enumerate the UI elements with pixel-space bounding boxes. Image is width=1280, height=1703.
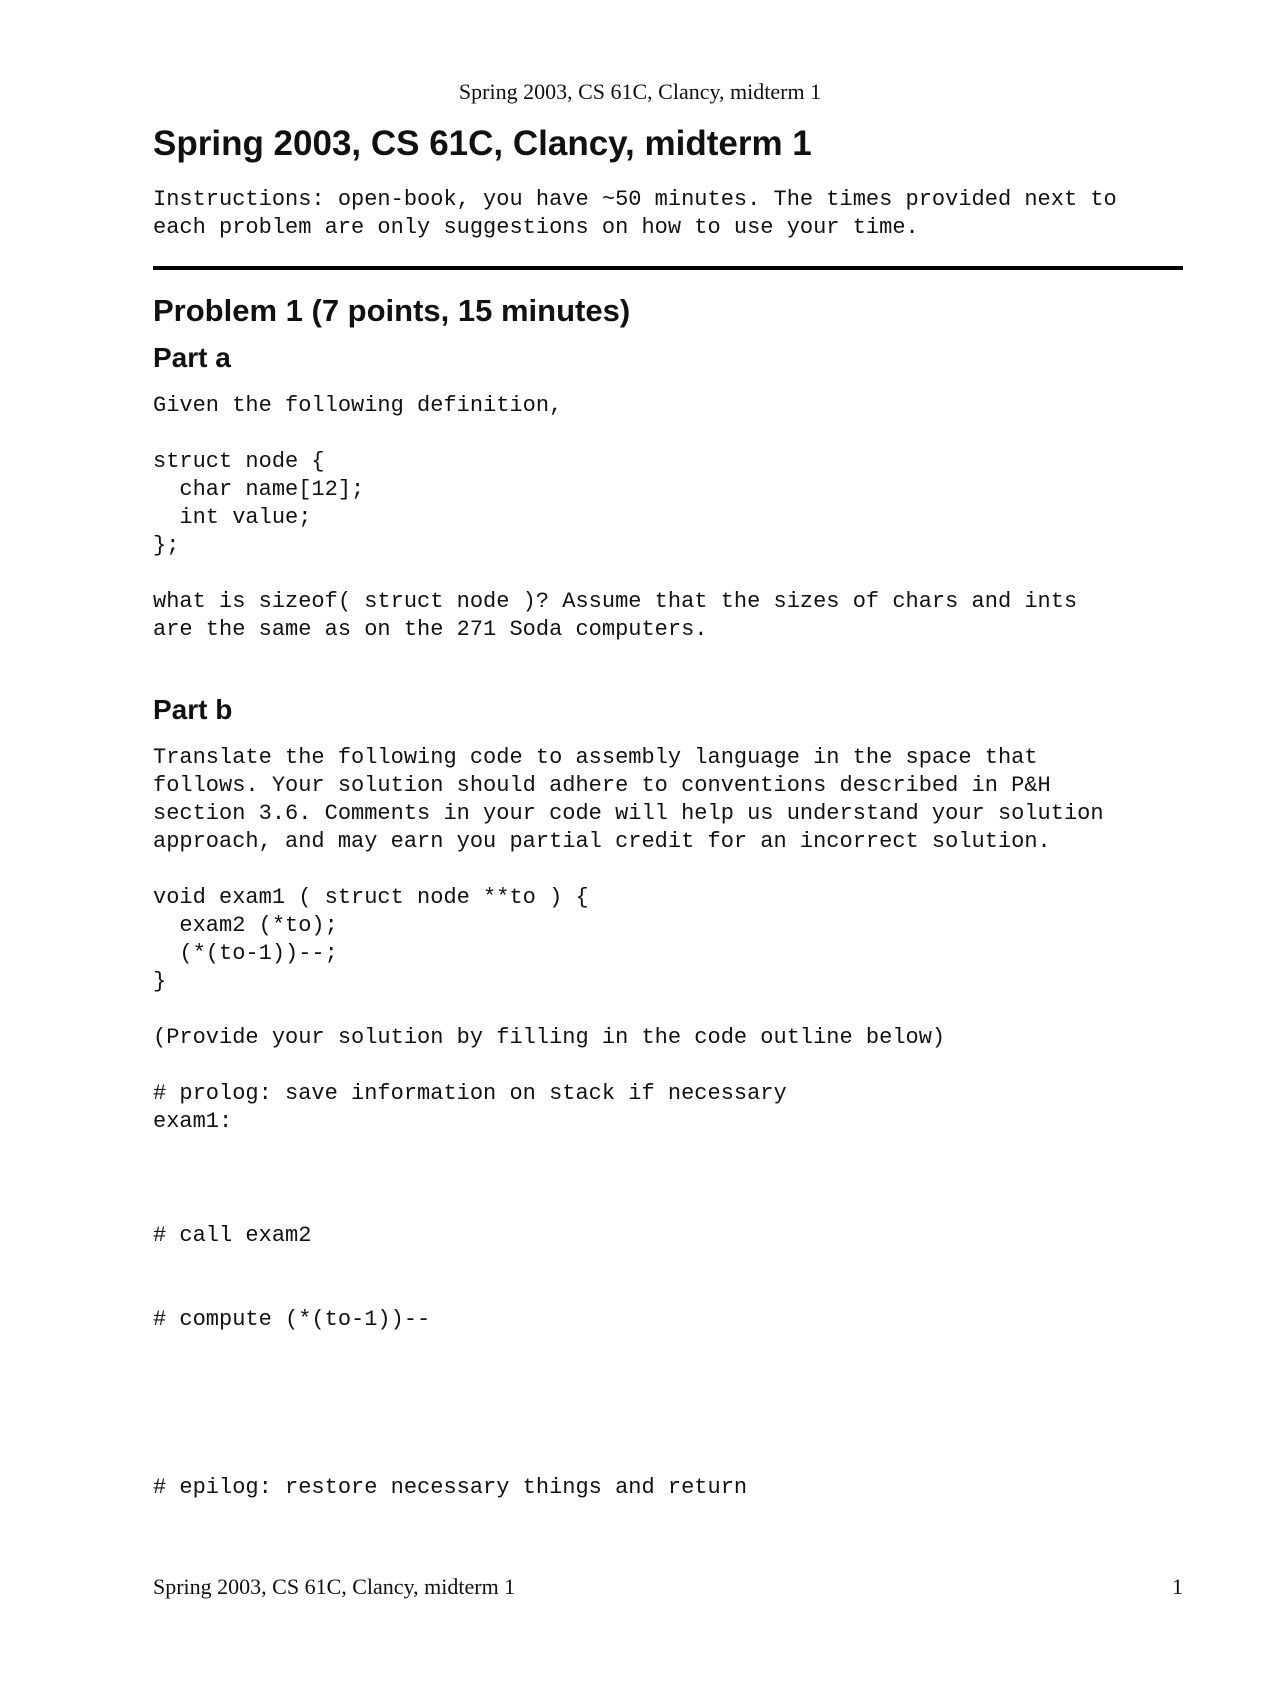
outline-prolog: # prolog: save information on stack if necessary exam1:: [153, 1081, 787, 1134]
page-content: [153, 122, 1183, 1502]
part-a-heading: Part a: [153, 342, 231, 373]
outline-compute: # compute (*(to-1))--: [153, 1307, 431, 1332]
footer-title: Spring 2003, CS 61C, Clancy, midterm 1: [153, 1574, 516, 1599]
call-answer-space: [153, 1250, 1183, 1306]
instructions-text: Instructions: open-book, you have ~50 minutes. The times provided next to each problem are only suggestions on how to use your time.: [153, 187, 1117, 240]
provide-solution-note: (Provide your solution by filling in the code outline below): [153, 1025, 946, 1050]
problem-1-part-a: [153, 340, 1183, 644]
problem-1-part-b: [153, 692, 1183, 1502]
running-header: Spring 2003, CS 61C, Clancy, midterm 1: [458, 79, 822, 104]
outline-epilog: # epilog: restore necessary things and return: [153, 1475, 748, 1500]
part-b-heading: Part b: [153, 694, 233, 725]
outline-call: # call exam2: [153, 1223, 312, 1248]
page-number: 1: [1172, 1574, 1183, 1599]
section-divider: [153, 266, 1183, 270]
part-b-intro: Translate the following code to assembly language in the space that follows. Your solution should adhere to conventions described in P&H section 3.6. Comments in your code will help us understand your solution approach, and may earn you partial credit for an incorrect solution.: [153, 745, 1104, 854]
exam1-code: void exam1 ( struct node **to ) { exam2 (*to); (*(to-1))--; }: [153, 885, 589, 994]
prolog-answer-space: [153, 1136, 1183, 1222]
struct-node-code: struct node { char name[12]; int value; };: [153, 449, 365, 558]
compute-answer-space: [153, 1334, 1183, 1474]
part-a-question: what is sizeof( struct node )? Assume that the sizes of chars and ints are the same as on the 271 Soda computers.: [153, 589, 1078, 642]
part-a-intro: Given the following definition,: [153, 393, 563, 418]
problem-1-heading: Problem 1 (7 points, 15 minutes): [153, 293, 631, 328]
page-footer: [153, 1573, 1183, 1601]
page-title: Spring 2003, CS 61C, Clancy, midterm 1: [153, 124, 812, 163]
